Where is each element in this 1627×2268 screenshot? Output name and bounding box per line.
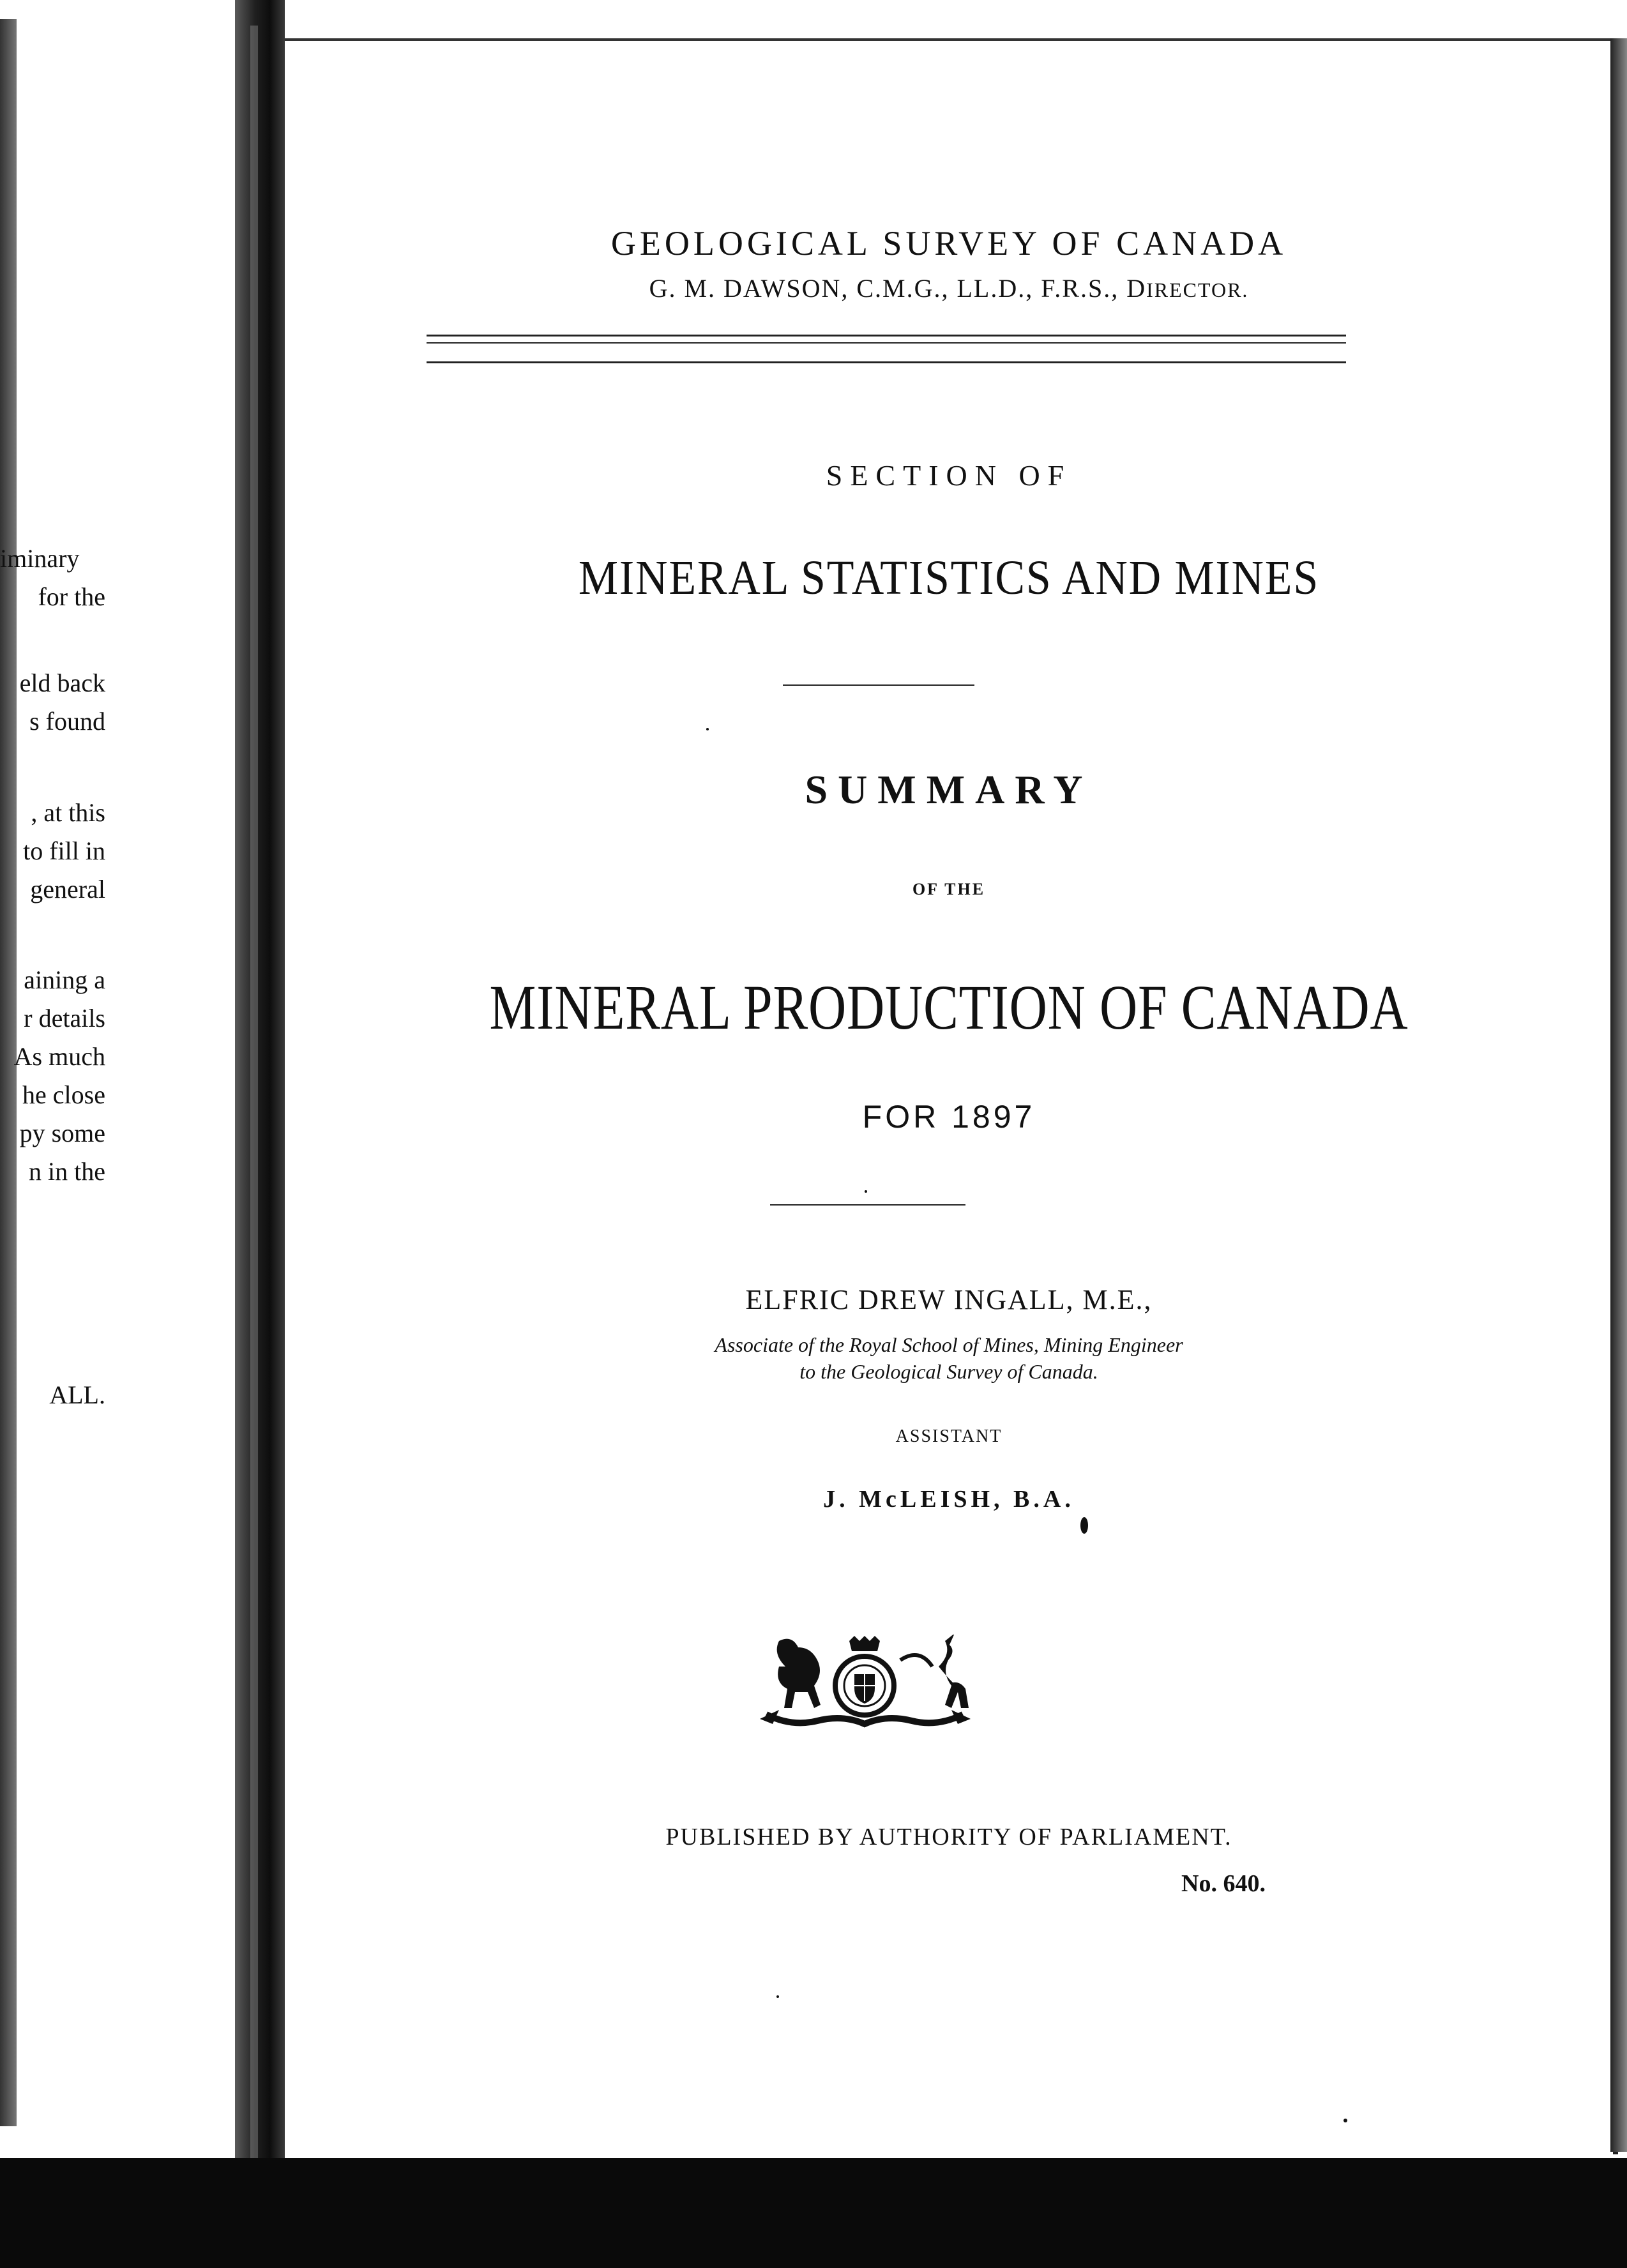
author-name: ELFRIC DREW INGALL, M.E.,: [745, 1284, 1153, 1315]
summary-heading: SUMMARY: [805, 767, 1093, 812]
section-title: MINERAL STATISTICS AND MINES: [578, 551, 1320, 605]
author-affiliation: Associate of the Royal School of Mines, Mining Engineer: [715, 1333, 1183, 1356]
facing-line: eld back: [19, 669, 105, 697]
main-title: MINERAL PRODUCTION OF CANADA: [489, 972, 1409, 1043]
facing-line: s found: [29, 707, 105, 736]
director-title: IRECTOR.: [1146, 278, 1249, 301]
facing-page-edge: [0, 19, 17, 2126]
short-rule: [783, 684, 974, 686]
double-rule-middle: [427, 342, 1346, 344]
short-rule: [770, 1204, 965, 1206]
facing-line: iminary: [0, 544, 80, 573]
survey-name: GEOLOGICAL SURVEY OF CANADA: [610, 224, 1287, 262]
double-rule-bottom: [427, 361, 1346, 363]
royal-coat-of-arms-icon: [741, 1635, 990, 1737]
ink-speck: [865, 1190, 867, 1193]
director-line: [285, 273, 1613, 303]
ink-speck: [706, 728, 709, 730]
publication-note: PUBLISHED BY AUTHORITY OF PARLIAMENT.: [665, 1824, 1232, 1850]
book-gutter: [235, 0, 285, 2268]
facing-line: r details: [24, 1004, 105, 1032]
facing-line: aining a: [24, 965, 105, 994]
facing-line: py some: [19, 1119, 105, 1147]
double-rule-top: [427, 335, 1346, 336]
assistant-name: J. McLEISH, B.A.: [823, 1486, 1075, 1513]
assistant-label: ASSISTANT: [895, 1426, 1003, 1446]
author-affiliation: to the Geological Survey of Canada.: [799, 1360, 1098, 1383]
facing-line: for the: [38, 582, 105, 611]
facing-line: , at this: [31, 798, 105, 827]
facing-line: he close: [22, 1080, 105, 1109]
facing-line: n in the: [29, 1157, 105, 1186]
section-of-label: SECTION OF: [826, 459, 1072, 492]
director-main: G. M. DAWSON, C.M.G., LL.D., F.R.S., D: [649, 274, 1147, 303]
document-number: No. 640.: [1181, 1870, 1266, 1897]
of-the-label: OF THE: [912, 880, 986, 898]
facing-line: to fill in: [23, 836, 105, 865]
facing-line: As much: [13, 1042, 105, 1071]
ink-speck: [1080, 1517, 1088, 1534]
gutter-ridge: [250, 26, 258, 2196]
facing-line: general: [30, 875, 105, 903]
ink-speck: [776, 1995, 779, 1998]
ink-speck: [1343, 2119, 1347, 2122]
facing-line: ALL.: [49, 1380, 105, 1409]
scan-background: [0, 2158, 1627, 2268]
facing-page: [0, 0, 243, 2268]
year-line: FOR 1897: [862, 1099, 1036, 1135]
